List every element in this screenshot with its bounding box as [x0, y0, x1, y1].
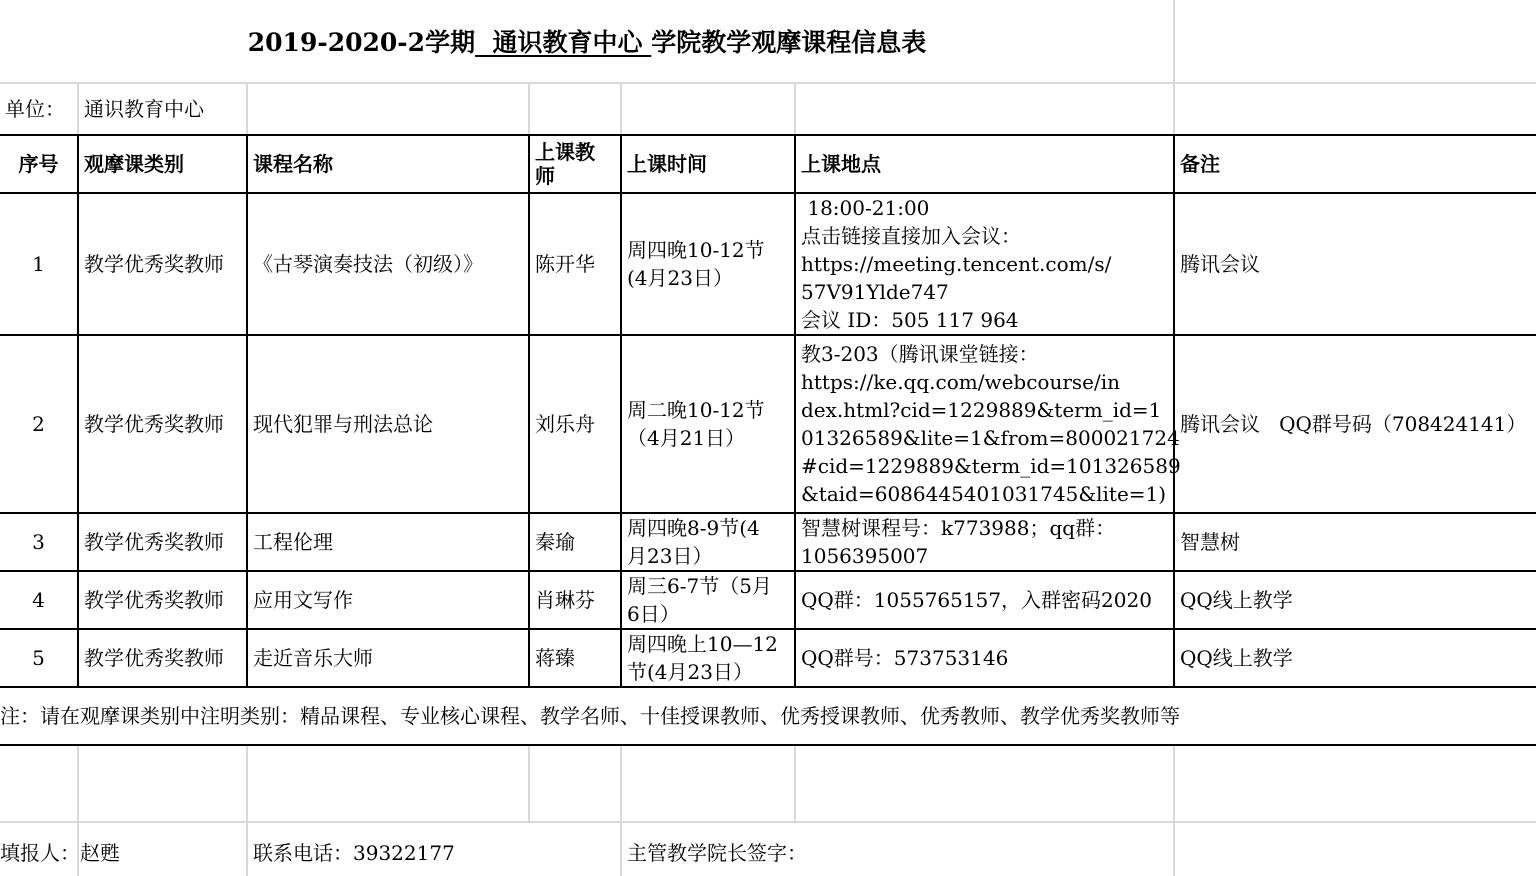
row5-place: QQ群号：573753146: [801, 646, 1009, 670]
row4-place: QQ群：1055765157，入群密码2020: [801, 588, 1152, 612]
row2-course-link-cont[interactable]: &taid=6086445401031745&lite=1): [801, 482, 1167, 506]
row4-category: 教学优秀奖教师: [84, 588, 224, 612]
gridline: [1173, 746, 1175, 876]
row4-course: 应用文写作: [253, 588, 353, 612]
row5-time: [622, 630, 794, 686]
row4-time-line: 周三6-7节（5月: [627, 574, 772, 598]
row2-time-line: （4月21日）: [627, 426, 746, 450]
footnote: 注：请在观摩课类别中注明类别：精品课程、专业核心课程、教学名师、十佳授课教师、优秀授课教师、优秀教师、教学优秀奖教师等: [0, 704, 1180, 728]
row1-no: 1: [32, 252, 45, 276]
gridline: [0, 821, 1536, 823]
header-place: 上课地点: [801, 152, 881, 176]
gridline: [528, 746, 530, 822]
row2-teacher: 刘乐舟: [535, 412, 595, 436]
row5-note: QQ线上教学: [1180, 646, 1293, 670]
row2-course-link[interactable]: https://ke.qq.com/webcourse/in: [801, 370, 1121, 394]
row3-teacher: 秦瑜: [535, 530, 575, 554]
row1-note: 腾讯会议: [1180, 252, 1260, 276]
row4-time: [622, 572, 794, 628]
title-prefix: 2019-2020-2学期: [247, 28, 476, 57]
row5-time-line: 周四晚上10—12: [627, 632, 778, 656]
gridline: [246, 84, 248, 134]
row3-place-line: 1056395007: [801, 544, 929, 568]
dean-signature: 主管教学院长签字：: [627, 841, 807, 865]
row2-note: 腾讯会议 QQ群号码（708424141）: [1180, 412, 1527, 436]
gridline: [1173, 84, 1175, 134]
filler-name: 填报人：赵甦: [0, 841, 120, 865]
title-suffix: 学院教学观摩课程信息表: [651, 28, 927, 57]
unit-value: 通识教育中心: [84, 97, 204, 121]
row1-teacher: 陈开华: [535, 252, 595, 276]
row3-no: 3: [32, 530, 45, 554]
row1-place: [796, 194, 1173, 334]
row2-course-link-cont[interactable]: dex.html?cid=1229889&term_id=1: [801, 398, 1162, 422]
row2-time: [622, 336, 794, 512]
header-time: 上课时间: [627, 152, 707, 176]
row2-course-link-cont[interactable]: #cid=1229889&term_id=101326589: [801, 454, 1181, 478]
row2-time-line: 周二晚10-12节: [627, 398, 765, 422]
row1-place-line: 点击链接直接加入会议：: [801, 224, 1021, 248]
row3-category: 教学优秀奖教师: [84, 530, 224, 554]
header-category: 观摩课类别: [84, 152, 184, 176]
header-no: 序号: [18, 152, 59, 176]
row2-place-line: 教3-203（腾讯课堂链接：: [801, 342, 1039, 366]
row1-time: [622, 194, 794, 334]
row4-time-line: 6日）: [627, 602, 680, 626]
header-course: 课程名称: [253, 152, 333, 176]
row1-time-line: (4月23日）: [627, 266, 733, 290]
header-teacher: 上课教师: [535, 140, 595, 188]
table-border: [0, 744, 1536, 746]
row2-course-link-cont[interactable]: 01326589&lite=1&from=800021724: [801, 426, 1180, 450]
gridline: [620, 84, 622, 134]
row5-time-line: 节(4月23日）: [627, 660, 753, 684]
row5-course: 走近音乐大师: [253, 646, 373, 670]
row2-course: 现代犯罪与刑法总论: [253, 412, 433, 436]
row2-place: [796, 336, 1181, 512]
row3-place-line: 智慧树课程号：k773988；qq群：: [801, 516, 1116, 540]
header-note: 备注: [1180, 152, 1220, 176]
row5-teacher: 蒋臻: [535, 646, 575, 670]
title-unit-underlined: 通识教育中心: [475, 28, 652, 57]
row4-note: QQ线上教学: [1180, 588, 1293, 612]
row1-meeting-link[interactable]: https://meeting.tencent.com/s/: [801, 252, 1112, 276]
gridline: [528, 84, 530, 134]
row1-category: 教学优秀奖教师: [84, 252, 224, 276]
row3-time-line: 周四晚8-9节(4: [627, 516, 760, 540]
row3-time: [622, 514, 794, 570]
row2-category: 教学优秀奖教师: [84, 412, 224, 436]
sheet-title: [0, 0, 1174, 82]
gridline: [794, 746, 796, 822]
row5-no: 5: [32, 646, 45, 670]
row3-time-line: 月23日）: [627, 544, 713, 568]
row1-time-line: 周四晚10-12节: [627, 238, 765, 262]
row1-meeting-link-cont[interactable]: 57V91Ylde747: [801, 280, 949, 304]
row5-category: 教学优秀奖教师: [84, 646, 224, 670]
row3-course: 工程伦理: [253, 530, 333, 554]
gridline: [794, 84, 796, 134]
row2-no: 2: [32, 412, 45, 436]
row1-place-line: 会议 ID：505 117 964: [801, 308, 1019, 332]
row1-place-line: 18:00-21:00: [801, 196, 930, 220]
row4-no: 4: [32, 588, 45, 612]
contact-phone: 联系电话：39322177: [253, 841, 455, 865]
row3-note: 智慧树: [1180, 530, 1240, 554]
row1-course: 《古琴演奏技法（初级）》: [253, 252, 483, 276]
row4-teacher: 肖琳芬: [535, 588, 595, 612]
unit-label: 单位：: [5, 97, 65, 121]
row3-place: [796, 514, 1173, 570]
